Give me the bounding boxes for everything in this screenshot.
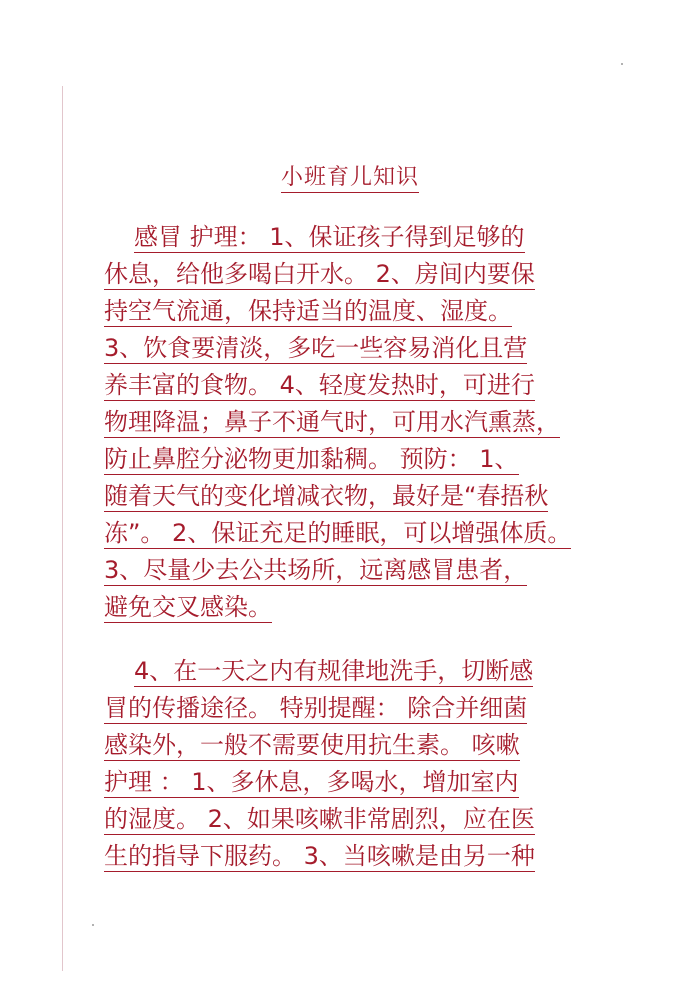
corner-mark-top	[621, 63, 623, 65]
text-line	[104, 802, 535, 836]
text-line	[104, 728, 520, 762]
page-title-text: 小班育儿知识	[281, 165, 419, 193]
text-line-content: 3、饮食要清淡，多吃一些容易消化且营	[104, 334, 528, 362]
text-line-content: 养丰富的食物。 4、轻度发热时，可进行	[104, 371, 535, 399]
text-line-content: 物理降温；鼻子不通气时，可用水汽熏蒸，	[104, 408, 560, 436]
text-line	[104, 553, 527, 587]
corner-mark-bottom	[92, 924, 94, 926]
text-line	[104, 442, 519, 476]
text-line-content: 休息，给他多喝白开水。 2、房间内要保	[104, 260, 535, 288]
text-line-content: 生的指导下服药。 3、当咳嗽是由另一种	[104, 842, 535, 870]
text-line-content: 护理 ： 1、多休息，多喝水，增加室内	[104, 768, 519, 796]
text-line-content: 3、尽量少去公共场所，远离感冒患者，	[104, 556, 528, 584]
page-title	[0, 160, 700, 191]
text-line-content: 的湿度。 2、如果咳嗽非常剧烈，应在医	[104, 805, 535, 833]
text-line	[104, 257, 535, 291]
text-line	[104, 516, 571, 550]
text-line-content: 4、在一天之内有规律地洗手，切断感	[134, 657, 534, 685]
text-line-content: 冒的传播途径。 特别提醒： 除合并细菌	[104, 694, 528, 722]
text-line-content: 冻”。 2、保证充足的睡眠，可以增强体质。	[104, 519, 572, 547]
text-line	[104, 405, 560, 439]
text-line	[104, 590, 272, 624]
left-margin-rule	[62, 86, 63, 971]
text-line	[104, 368, 535, 402]
text-line	[134, 654, 533, 688]
text-line	[104, 839, 535, 873]
text-line	[134, 220, 525, 254]
text-line-content: 感染外，一般不需要使用抗生素。 咳嗽	[104, 731, 520, 759]
text-line-content: 随着天气的变化增减衣物，最好是“春捂秋	[104, 482, 549, 510]
text-line	[104, 294, 512, 328]
text-line	[104, 691, 527, 725]
text-line-content: 防止鼻腔分泌物更加黏稠。 预防： 1、	[104, 445, 519, 473]
text-line-content: 持空气流通，保持适当的温度、湿度。	[104, 297, 512, 325]
text-line	[104, 765, 519, 799]
text-line-content: 感冒 护理： 1、保证孩子得到足够的	[134, 223, 525, 251]
text-line	[104, 331, 527, 365]
text-line-content: 避免交叉感染。	[104, 593, 272, 621]
text-line	[104, 479, 548, 513]
